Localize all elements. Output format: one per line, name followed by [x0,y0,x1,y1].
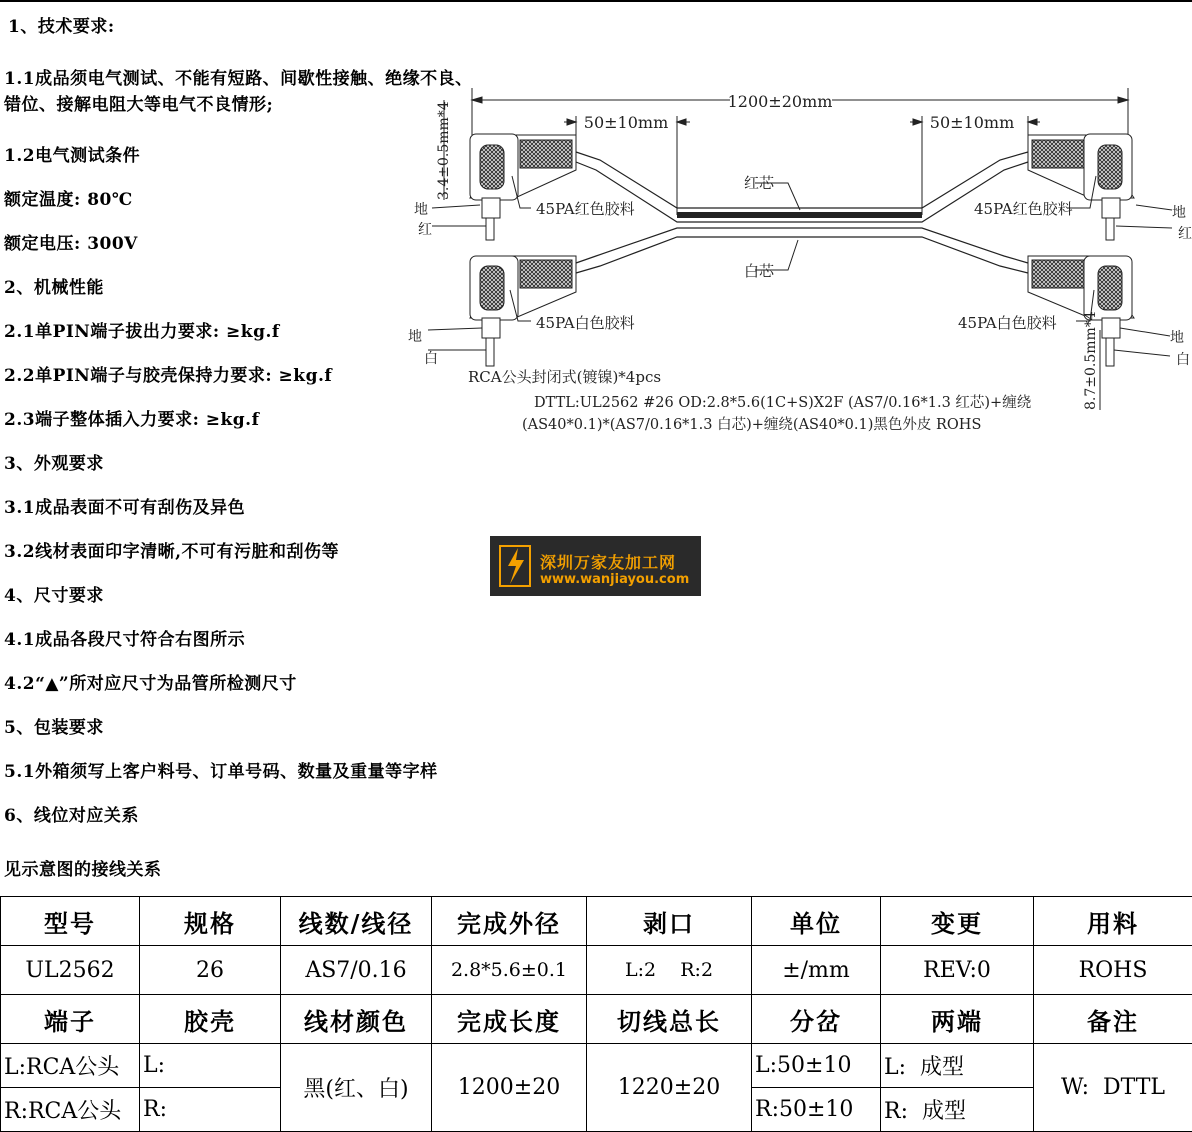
logo-icon [498,544,534,588]
table-cell: ±/mm [752,946,881,995]
red-label-tr: 红 [1178,226,1192,242]
table-header-row [1,995,1192,1044]
req-line: 额定电压: 300V [4,234,138,254]
table-header: 切线总长 [587,995,752,1044]
table-header: 线材颜色 [281,995,432,1044]
housing-label-bottom-left: 45PA白色胶料 [536,314,635,332]
req-line: 3.1成品表面不可有刮伤及异色 [4,498,246,518]
req-line: 4、尺寸要求 [4,586,104,606]
pin-dim-left: 3.4±0.5mm*4 [436,101,452,200]
req-line: 2.3端子整体插入力要求: ≥kg.f [4,410,260,430]
dim-total-label: 1200±20mm [727,92,833,111]
white-label-br: 白 [1176,352,1190,368]
req-line: 2.2单PIN端子与胶壳保持力要求: ≥kg.f [4,366,333,386]
req-title: 1、技术要求: [8,17,115,37]
red-core-label: 红芯 [744,174,775,192]
dim-branch-left: 50±10mm [583,113,669,132]
req-line: 错位、接解电阻大等电气不良情形; [4,95,274,115]
housing-label-top-right: 45PA红色胶料 [974,200,1073,218]
table-header: 变更 [881,897,1034,946]
req-line: 2.1单PIN端子拔出力要求: ≥kg.f [4,322,280,342]
ground-label-tr: 地 [1172,205,1186,221]
req-line: 5.1外箱须写上客户料号、订单号码、数量及重量等字样 [4,762,438,782]
table-header: 备注 [1034,995,1192,1044]
table-header: 线数/线径 [281,897,432,946]
connector-top-left [470,134,576,240]
req-line: 5、包装要求 [4,718,104,738]
connector-note: RCA公头封闭式(镀镍)*4pcs [468,368,662,386]
table-header: 型号 [1,897,140,946]
spec-table [0,896,1192,1132]
table-header: 单位 [752,897,881,946]
housing-label-top-left: 45PA红色胶料 [536,200,635,218]
wire-color: 黑(红、白) [281,1044,432,1132]
req-line: 1.1成品须电气测试、不能有短路、间歇性接触、绝缘不良、 [4,69,473,89]
white-label-bl: 白 [424,351,438,367]
table-cell: 26 [140,946,281,995]
req-line: 2、机械性能 [4,278,104,298]
table-cell: L:2 R:2 [587,946,752,995]
housing-left: L: [140,1044,281,1088]
req-line: 4.2“▲”所对应尺寸为品管所检测尺寸 [4,674,297,694]
connector-top-right [1028,134,1134,240]
ground-label-bl: 地 [408,329,422,345]
cable-note-1: DTTL:UL2562 #26 OD:2.8*5.6(1C+S)X2F (AS7/0.16*1.3 红芯)+缠绕 [534,395,1032,411]
finish-length: 1200±20 [432,1044,587,1132]
remark: W: DTTL [1034,1044,1192,1132]
table-row [1,946,1192,995]
table-row [1,1044,1192,1088]
table-header: 剥口 [587,897,752,946]
branch-right: R:50±10 [752,1088,881,1132]
logo-name: 深圳万家友加工网 [540,553,677,572]
ends-left: L: 成型 [881,1044,1034,1088]
cut-length: 1220±20 [587,1044,752,1132]
cable-diagram [400,80,1192,450]
watermark-logo [490,536,701,596]
ground-label-br: 地 [1170,330,1184,346]
table-header: 胶壳 [140,995,281,1044]
req-line: 见示意图的接线关系 [4,860,162,880]
white-core-label: 白芯 [744,262,775,280]
connector-bottom-right [1028,256,1134,366]
table-header-row [1,897,1192,946]
housing-label-bottom-right: 45PA白色胶料 [958,314,1057,332]
table-header: 规格 [140,897,281,946]
table-cell: AS7/0.16 [281,946,432,995]
req-line: 4.1成品各段尺寸符合右图所示 [4,630,246,650]
dim-branch-right: 50±10mm [929,113,1015,132]
table-cell: UL2562 [1,946,140,995]
cable-lines [576,152,1028,273]
table-header: 用料 [1034,897,1192,946]
table-header: 两端 [881,995,1034,1044]
req-line: 1.2电气测试条件 [4,146,141,166]
terminal-right: R:RCA公头 [1,1088,140,1132]
ends-right: R: 成型 [881,1088,1034,1132]
ground-label-tl: 地 [414,202,428,218]
branch-left: L:50±10 [752,1044,881,1088]
housing-right: R: [140,1088,281,1132]
req-line: 3.2线材表面印字清晰,不可有污脏和刮伤等 [4,542,339,562]
terminal-left: L:RCA公头 [1,1044,140,1088]
table-header: 完成外径 [432,897,587,946]
logo-url: www.wanjiayou.com [540,572,690,587]
pin-dim-right: 8.7±0.5mm*4 [1083,311,1099,410]
req-line: 3、外观要求 [4,454,104,474]
table-cell: 2.8*5.6±0.1 [432,946,587,995]
req-line: 6、线位对应关系 [4,806,139,826]
table-cell: REV:0 [881,946,1034,995]
table-header: 端子 [1,995,140,1044]
table-header: 完成长度 [432,995,587,1044]
top-border [0,0,1192,2]
red-label-tl: 红 [418,222,432,238]
table-cell: ROHS [1034,946,1192,995]
table-header: 分岔 [752,995,881,1044]
req-line: 额定温度: 80℃ [4,190,133,210]
cable-note-2: (AS40*0.1)*(AS7/0.16*1.3 白芯)+缠绕(AS40*0.1)黑色外皮 ROHS [522,417,982,433]
